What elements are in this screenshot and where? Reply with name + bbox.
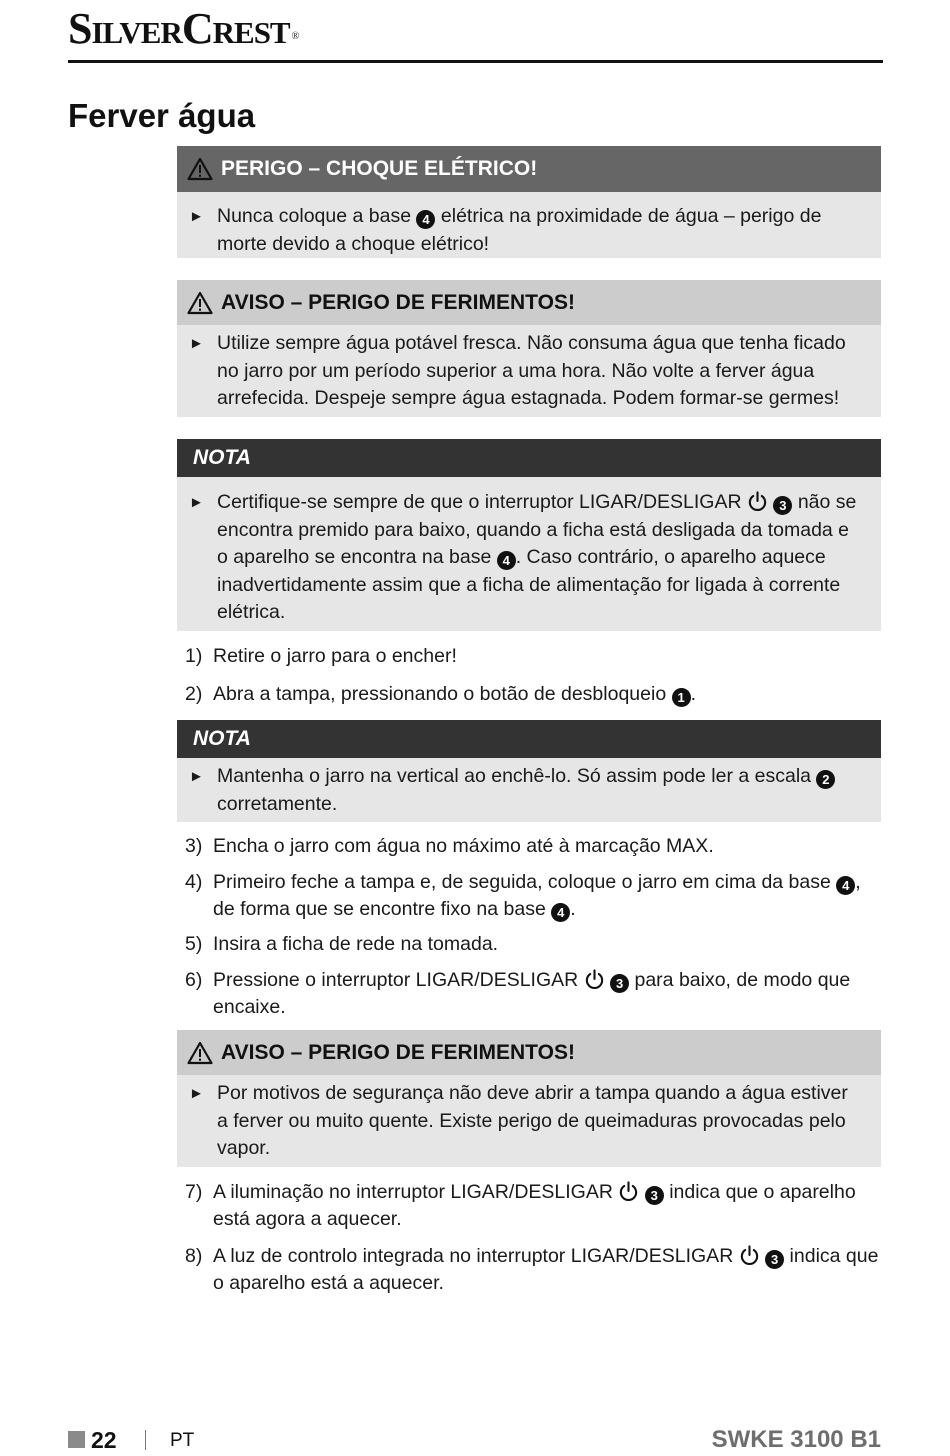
bullet-arrow-icon: ► — [189, 208, 204, 225]
bullet-arrow-icon: ► — [189, 768, 204, 785]
ref-3-icon: 3 — [645, 1186, 664, 1205]
bullet-arrow-icon: ► — [189, 335, 204, 352]
ref-3-icon: 3 — [765, 1250, 784, 1269]
model-number: SWKE 3100 B1 — [711, 1426, 881, 1453]
language-code: PT — [170, 1430, 195, 1451]
ref-4-icon: 4 — [836, 876, 855, 895]
danger-heading-text: PERIGO – CHOQUE ELÉTRICO! — [221, 157, 538, 180]
ref-4-icon: 4 — [551, 903, 570, 922]
page-marker — [68, 1431, 85, 1448]
danger-body: ► Nunca coloque a base 4 elétrica na proximidade de água – perigo de morte devido a choque elétrico! — [189, 205, 822, 255]
page-number: 22 — [91, 1427, 117, 1453]
step-2: 2) Abra a tampa, pressionando o botão de desbloqueio 1 . — [185, 683, 697, 705]
bullet-arrow-icon: ► — [189, 494, 204, 511]
ref-1-icon: 1 — [672, 688, 691, 707]
warning-heading-2: AVISO – PERIGO DE FERIMENTOS! — [177, 1030, 881, 1075]
step-6: 6) Pressione o interruptor LIGAR/DESLIGAR 3 para baixo, de modo que encaixe. — [185, 969, 851, 1018]
step-1: 1) Retire o jarro para o encher! — [185, 645, 457, 667]
ref-3-icon: 3 — [610, 974, 629, 993]
ref-4-icon: 4 — [416, 210, 435, 229]
warning-triangle-icon — [187, 157, 213, 181]
page-title: Ferver água — [68, 97, 256, 134]
ref-4-icon: 4 — [497, 551, 516, 570]
warning-body-2: ► Por motivos de segurança não deve abrir a tampa quando a água estiver a ferver ou muito quente. Existe perigo de queimaduras provocadas pelo vapor. — [189, 1082, 848, 1159]
note-heading-2: NOTA — [177, 720, 881, 758]
warning-heading-1: AVISO – PERIGO DE FERIMENTOS! — [177, 280, 881, 325]
power-icon — [739, 1244, 760, 1266]
warning-box-1 — [177, 280, 881, 417]
footer-divider — [145, 1430, 146, 1450]
danger-box — [177, 146, 881, 258]
step-4: 4) Primeiro feche a tampa e, de seguida, coloque o jarro em cima da base 4 , de forma que se encontre fixo na base 4 . — [185, 871, 861, 920]
power-icon — [584, 968, 605, 990]
step-8: 8) A luz de controlo integrada no interruptor LIGAR/DESLIGAR 3 indica que o aparelho está a aquecer. — [185, 1245, 879, 1294]
note-body-1: ► Certifique-se sempre de que o interruptor LIGAR/DESLIGAR 3 não se encontra premido para baixo, quando a ficha está desligada da tomada e o aparelho se encontra na base 4 . Caso contrário, o aparelho aquece inadvertidamente assim que a ficha de alimentação for ligada à corrente elétrica. — [189, 491, 857, 623]
note-body-2: ► Mantenha o jarro na vertical ao enchê-lo. Só assim pode ler a escala 2 corretamente. — [177, 758, 881, 824]
note-box-2 — [177, 720, 881, 822]
bullet-arrow-icon: ► — [189, 1085, 204, 1102]
warning-triangle-icon — [187, 1041, 213, 1065]
warning-triangle-icon — [187, 291, 213, 315]
warning-box-2 — [177, 1030, 881, 1167]
brand-logo: SILVERCREST ® — [68, 4, 299, 53]
warning-body-1: ► Utilize sempre água potável fresca. Não consuma água que tenha ficado no jarro por um período superior a uma hora. Não volte a ferver água arrefecida. Despeje sempre água estagnada. Podem formar-se germes! — [189, 332, 846, 409]
step-5: 5) Insira a ficha de rede na tomada. — [185, 933, 499, 955]
note-heading-1: NOTA — [177, 439, 881, 477]
step-7: 7) A iluminação no interruptor LIGAR/DESLIGAR 3 indica que o aparelho está agora a aquecer. — [185, 1181, 856, 1230]
header-rule — [68, 60, 883, 63]
ref-3-icon: 3 — [773, 496, 792, 515]
power-icon — [618, 1180, 639, 1202]
ref-2-icon: 2 — [816, 770, 835, 789]
power-icon — [747, 490, 768, 512]
step-3: 3) Encha o jarro com água no máximo até à marcação MAX. — [185, 835, 714, 857]
danger-heading — [177, 146, 881, 192]
note-box-1 — [177, 439, 881, 631]
